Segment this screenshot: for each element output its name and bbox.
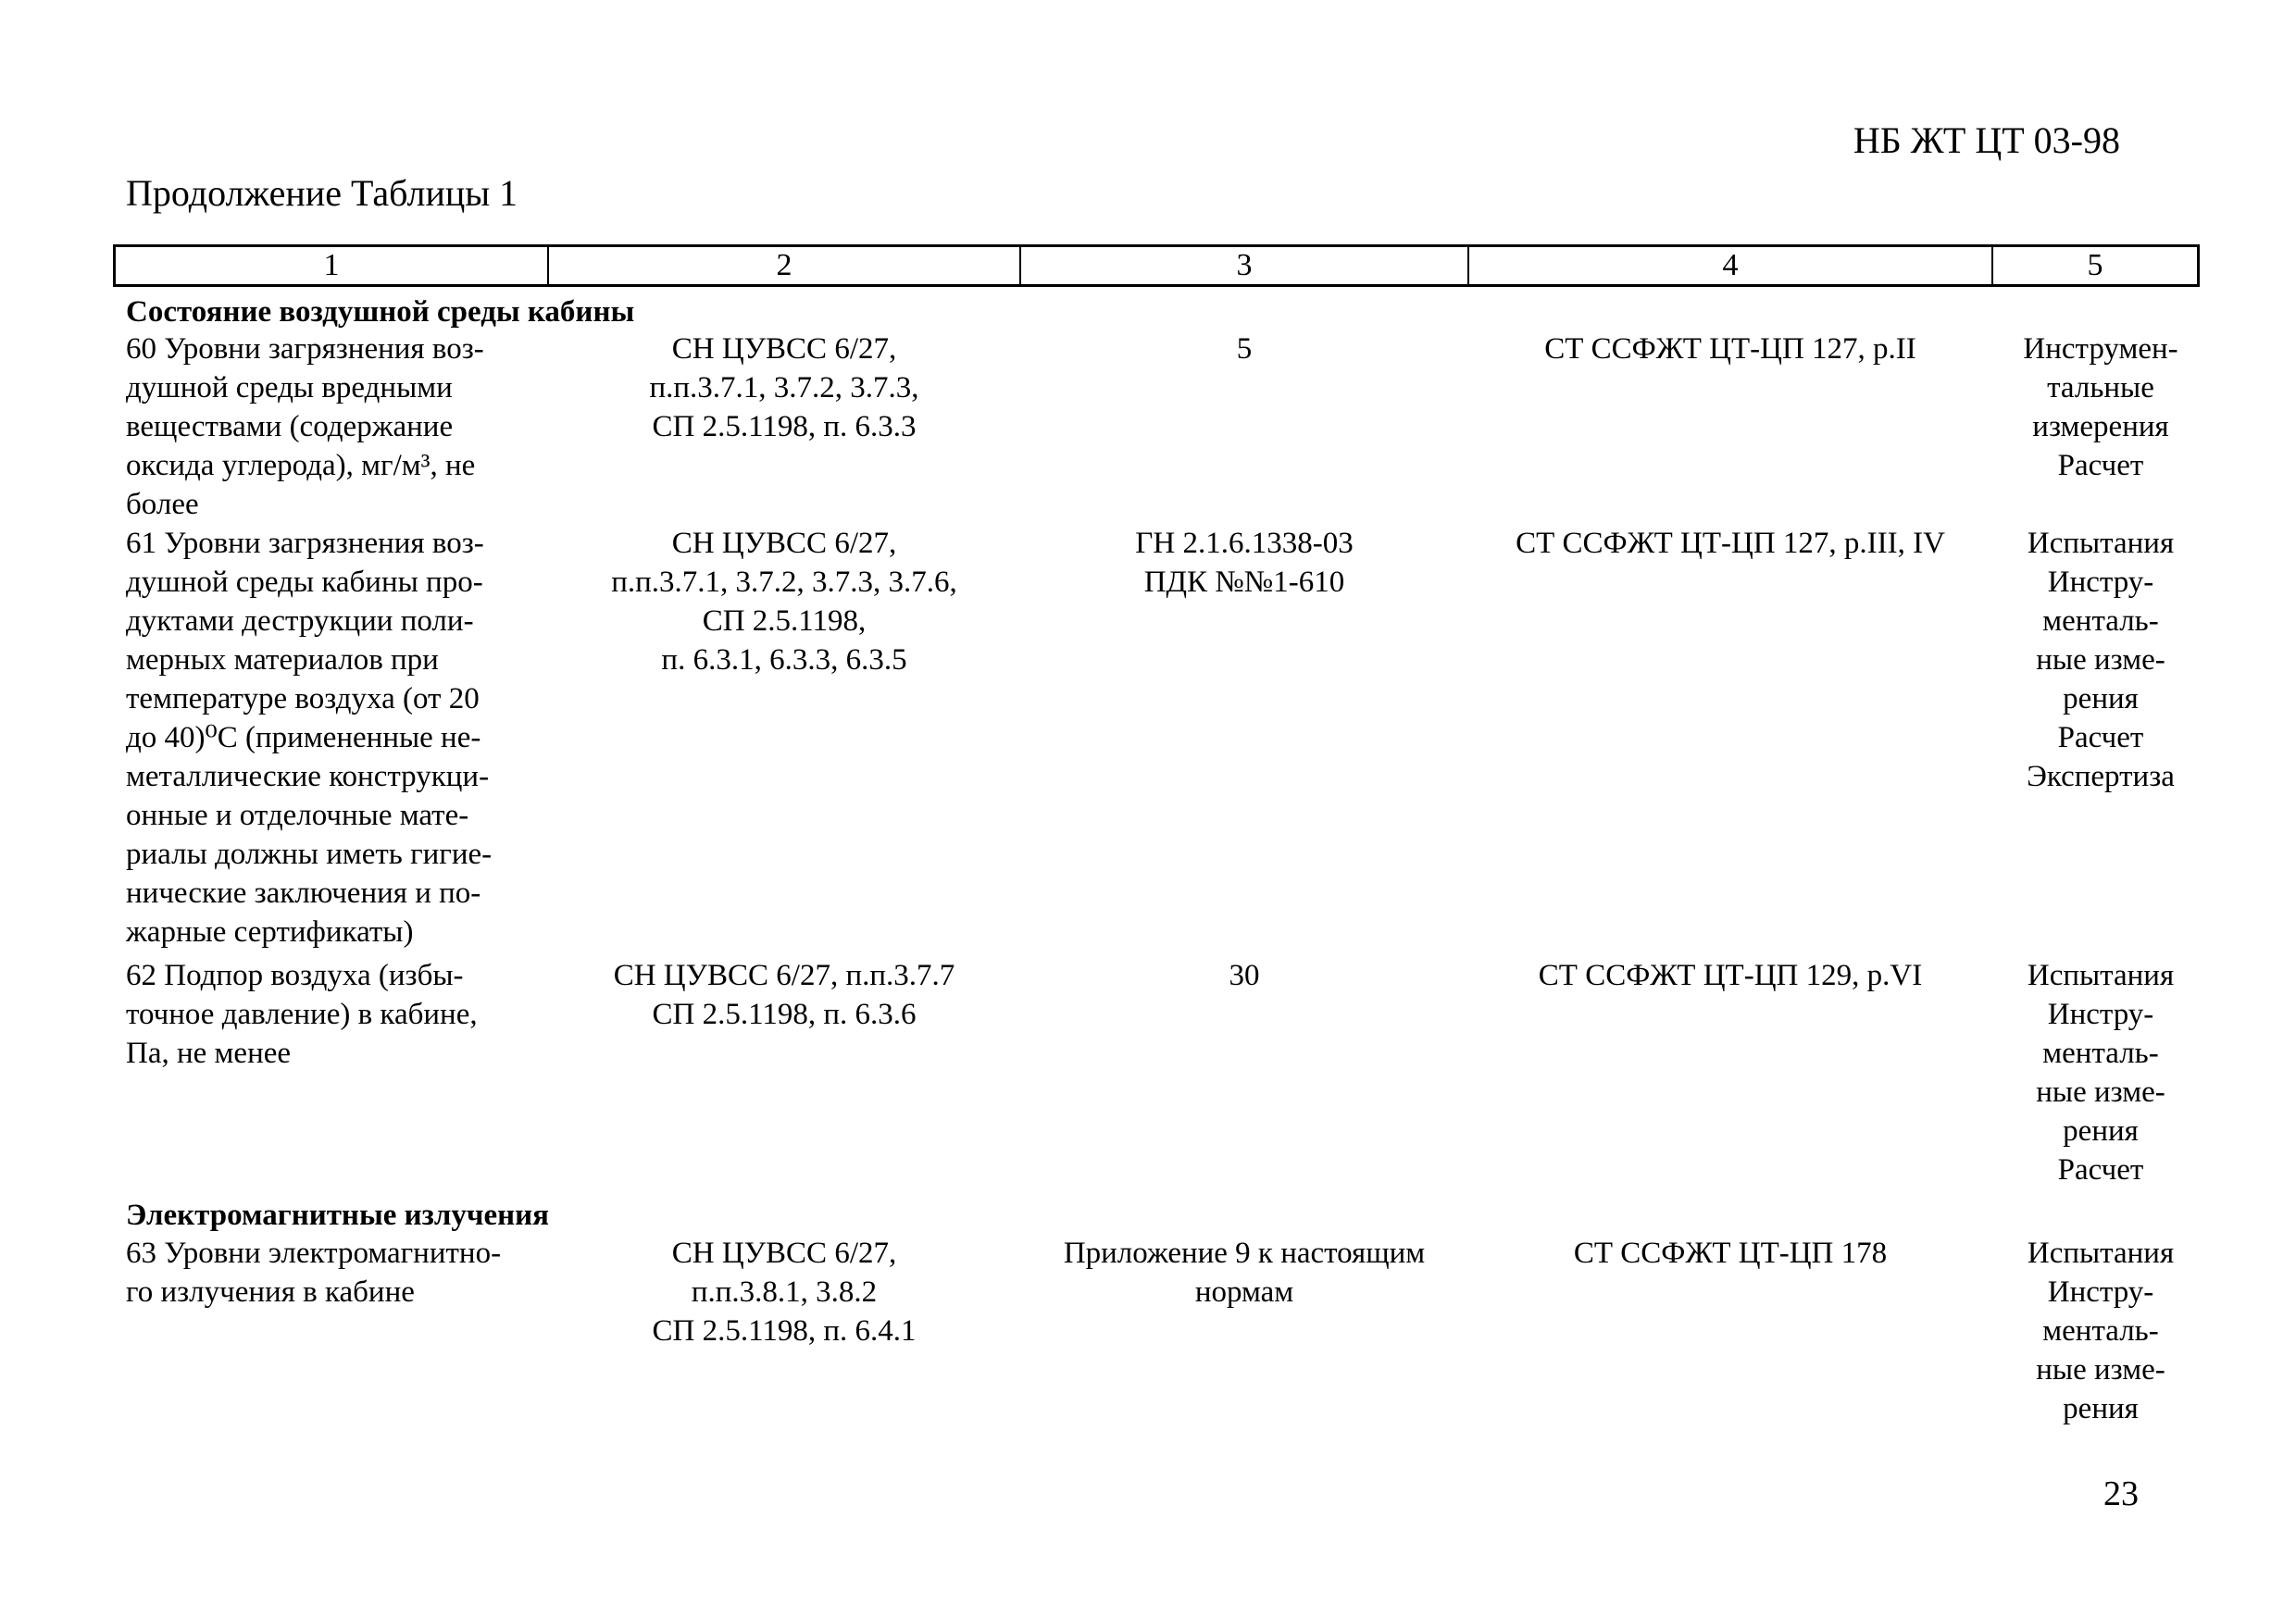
cell-line: Расчет bbox=[2057, 449, 2144, 482]
section-heading-em: Электромагнитные излучения bbox=[126, 1199, 550, 1232]
cell-line: 60 Уровни загрязнения воз- bbox=[126, 332, 484, 366]
cell-line: СП 2.5.1198, bbox=[702, 604, 867, 638]
cell-line: менталь- bbox=[2042, 604, 2159, 638]
row-60-value bbox=[1020, 330, 1468, 368]
cell-line: до 40)⁰С (примененные не- bbox=[126, 721, 481, 754]
page-number: 23 bbox=[2103, 1474, 2139, 1513]
row-60-method-standard bbox=[1468, 330, 1992, 368]
cell-line: Инструмен- bbox=[2023, 332, 2178, 366]
row-63-value bbox=[1020, 1234, 1468, 1312]
cell-line: ГН 2.1.6.1338-03 bbox=[1135, 527, 1354, 560]
cell-line: оксида углерода), мг/м³, не bbox=[126, 449, 476, 482]
cell-line: Расчет bbox=[2057, 721, 2144, 754]
row-60-indicator bbox=[126, 330, 552, 524]
cell-line: ПДК №№1-610 bbox=[1143, 566, 1345, 599]
cell-line: ные изме- bbox=[2036, 1353, 2165, 1387]
cell-line: п.п.3.7.1, 3.7.2, 3.7.3, bbox=[649, 371, 919, 404]
row-61-normative-docs bbox=[548, 524, 1020, 679]
cell-line: СТ ССФЖТ ЦТ-ЦП 178 bbox=[1573, 1237, 1888, 1270]
column-header-2: 2 bbox=[549, 247, 1021, 284]
row-62-value bbox=[1020, 956, 1468, 995]
row-61-indicator bbox=[126, 524, 552, 952]
cell-line: Инстру- bbox=[2047, 998, 2154, 1031]
cell-line: Испытания bbox=[2027, 959, 2175, 992]
cell-line: рения bbox=[2063, 682, 2139, 715]
cell-line: СТ ССФЖТ ЦТ-ЦП 127, р.III, IV bbox=[1516, 527, 1945, 560]
cell-line: го излучения в кабине bbox=[126, 1275, 415, 1309]
cell-line: СН ЦУВСС 6/27, bbox=[671, 527, 897, 560]
cell-line: СН ЦУВСС 6/27, bbox=[671, 1237, 897, 1270]
row-62-normative-docs bbox=[548, 956, 1020, 1034]
cell-line: СП 2.5.1198, п. 6.3.3 bbox=[652, 410, 917, 443]
column-header-4: 4 bbox=[1469, 247, 1993, 284]
cell-line: измерения bbox=[2032, 410, 2169, 443]
cell-line: тальные bbox=[2047, 371, 2154, 404]
row-61-method-standard bbox=[1468, 524, 1992, 563]
cell-line: Испытания bbox=[2027, 527, 2175, 560]
section-heading-air: Состояние воздушной среды кабины bbox=[126, 295, 635, 329]
cell-line: 30 bbox=[1229, 959, 1260, 992]
cell-line: менталь- bbox=[2042, 1314, 2159, 1348]
row-63-control-type bbox=[1992, 1234, 2209, 1428]
cell-line: п.п.3.8.1, 3.8.2 bbox=[691, 1275, 878, 1309]
cell-line: Приложение 9 к настоящим bbox=[1063, 1237, 1426, 1270]
column-header-5: 5 bbox=[2087, 248, 2103, 282]
cell-line: Испытания bbox=[2027, 1237, 2175, 1270]
cell-line: ные изме- bbox=[2036, 643, 2165, 677]
cell-line: рения bbox=[2063, 1114, 2139, 1148]
cell-line: СТ ССФЖТ ЦТ-ЦП 129, р.VI bbox=[1538, 959, 1923, 992]
row-61-control-type bbox=[1992, 524, 2209, 796]
cell-line: СП 2.5.1198, п. 6.4.1 bbox=[652, 1314, 917, 1348]
cell-line: жарные сертификаты) bbox=[126, 915, 414, 949]
table-header-row bbox=[113, 244, 2200, 287]
cell-line: веществами (содержание bbox=[126, 410, 454, 443]
cell-line: металлические конструкци- bbox=[126, 760, 490, 793]
cell-line: дуктами деструкции поли- bbox=[126, 604, 474, 638]
cell-line: рения bbox=[2063, 1392, 2139, 1425]
cell-line: 62 Подпор воздуха (избы- bbox=[126, 959, 464, 992]
cell-line: онные и отделочные мате- bbox=[126, 799, 469, 832]
cell-line: Экспертиза bbox=[2027, 760, 2175, 793]
cell-line: Инстру- bbox=[2047, 566, 2154, 599]
row-62-indicator bbox=[126, 956, 552, 1073]
cell-line: 5 bbox=[1236, 332, 1253, 366]
row-60-control-type bbox=[1992, 330, 2209, 485]
cell-line: душной среды кабины про- bbox=[126, 566, 483, 599]
cell-line: п. 6.3.1, 6.3.3, 6.3.5 bbox=[661, 643, 907, 677]
cell-line: ные изме- bbox=[2036, 1076, 2165, 1109]
cell-line: Инстру- bbox=[2047, 1275, 2154, 1309]
cell-line: мерных материалов при bbox=[126, 643, 439, 677]
cell-line: более bbox=[126, 488, 199, 521]
cell-line: температуре воздуха (от 20 bbox=[126, 682, 480, 715]
cell-line: п.п.3.7.1, 3.7.2, 3.7.3, 3.7.6, bbox=[611, 566, 957, 599]
cell-line: точное давление) в кабине, bbox=[126, 998, 478, 1031]
row-60-normative-docs bbox=[548, 330, 1020, 446]
cell-line: 61 Уровни загрязнения воз- bbox=[126, 527, 484, 560]
column-header-1: 1 bbox=[116, 247, 549, 284]
row-61-value bbox=[1020, 524, 1468, 602]
cell-line: 63 Уровни электромагнитно- bbox=[126, 1237, 502, 1270]
cell-line: Расчет bbox=[2057, 1153, 2144, 1187]
cell-line: душной среды вредными bbox=[126, 371, 453, 404]
document-code: НБ ЖТ ЦТ 03-98 bbox=[1853, 119, 2120, 161]
cell-line: СН ЦУВСС 6/27, bbox=[671, 332, 897, 366]
table-continuation-title: Продолжение Таблицы 1 bbox=[126, 172, 518, 214]
row-63-method-standard bbox=[1468, 1234, 1992, 1273]
cell-line: нормам bbox=[1194, 1275, 1294, 1309]
cell-line: СП 2.5.1198, п. 6.3.6 bbox=[652, 998, 917, 1031]
cell-line: риалы должны иметь гигие- bbox=[126, 838, 493, 871]
cell-line: нические заключения и по- bbox=[126, 877, 481, 910]
row-62-method-standard bbox=[1468, 956, 1992, 995]
column-header-3: 3 bbox=[1021, 247, 1469, 284]
cell-line: СН ЦУВСС 6/27, п.п.3.7.7 bbox=[613, 959, 955, 992]
row-62-control-type bbox=[1992, 956, 2209, 1189]
cell-line: СТ ССФЖТ ЦТ-ЦП 127, р.II bbox=[1544, 332, 1916, 366]
row-63-normative-docs bbox=[548, 1234, 1020, 1350]
cell-line: менталь- bbox=[2042, 1037, 2159, 1070]
cell-line: Па, не менее bbox=[126, 1037, 292, 1070]
row-63-indicator bbox=[126, 1234, 552, 1312]
